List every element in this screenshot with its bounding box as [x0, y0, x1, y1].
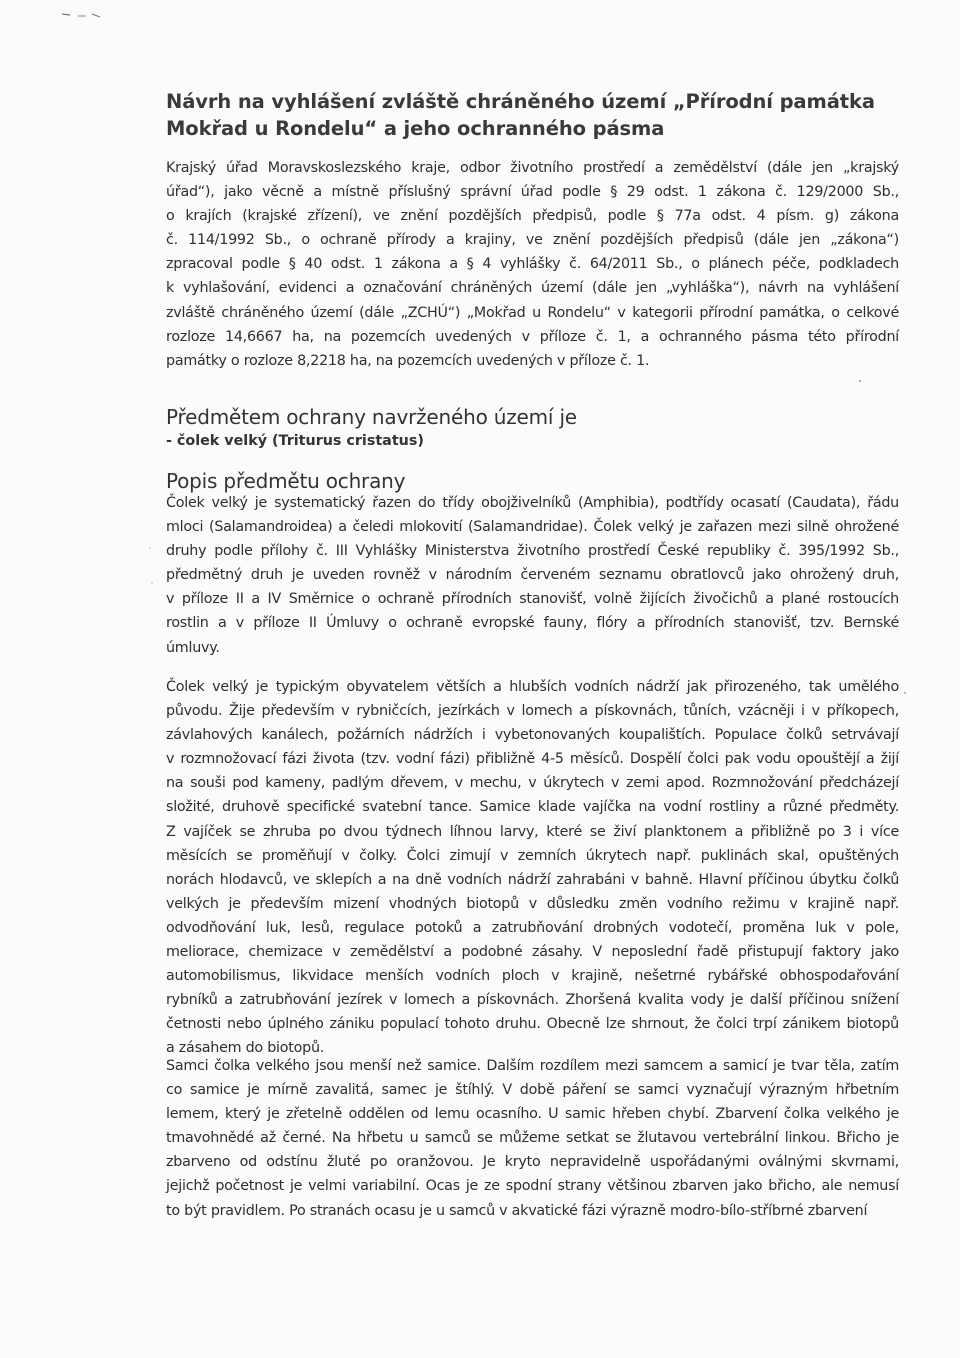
para2-line: původu. Žije především v rybničcích, jezírkách v lomech a pískovnách, tůních, vzácněji i v příkopech, [166, 703, 899, 720]
intro-line: o krajích (krajské zřízení), ve znění pozdějších předpisů, podle § 77a odst. 4 písm. g) zákona [166, 208, 899, 225]
para1-line: mloci (Salamandroidea) a čeledi mlokovití (Salamandridae). Čolek velký je zařazen mezi silně ohrožené [166, 519, 899, 536]
para3-line: co samice je mírně zavalitá, samec je štíhlý. V době páření se samci vyznačují výrazným hřbetním [166, 1082, 899, 1099]
para3-line: jejichž početnost je velmi variabilní. Ocas je ze spodní strany většinou zbarven jako břicho, ale nemusí [166, 1178, 899, 1195]
intro-paragraph [166, 156, 899, 373]
para2-line: automobilismus, likvidace menších vodních ploch v krajině, nešetrné rybářské obhospodařování [166, 968, 899, 985]
document-title [166, 88, 906, 142]
para2-line: Čolek velký je typickým obyvatelem větších a hlubších vodních nádrží jak přirozeného, tak umělého [166, 679, 899, 695]
para2-line: v rozmnožovací fázi života (tzv. vodní fázi) přibližně 4-5 měsíců. Dospělí čolci pak vodu opouštějí a žijí [166, 751, 899, 768]
para2-line: a zásahem do biotopů. [166, 1040, 325, 1057]
intro-line: zvláště chráněného území (dále „ZCHÚ“) „Mokřad u Rondelu“ v kategorii přírodní památka, o celkové [166, 304, 899, 321]
para2-line: závlahových kanálech, požárních nádržích i vybetonovaných koupalištích. Populace čolků setrvávají [166, 727, 899, 744]
intro-line: zpracoval podle § 40 odst. 1 zákona a § 4 vyhlášky č. 64/2011 Sb., o plánech péče, podkladech [166, 256, 899, 273]
title-line-2: Mokřad u Rondelu“ a jeho ochranného pásma [166, 117, 665, 140]
intro-line: památky o rozloze 8,2218 ha, na pozemcích uvedených v příloze č. 1. [166, 352, 650, 369]
para3-line: to být pravidlem. Po stranách ocasu je u samců v akvatické fázi výrazně modro-bílo-stříbrné zbarvení [166, 1202, 868, 1219]
para2-line: meliorace, chemizace v zemědělství a podobné zásahy. V neposlední řadě přistupují faktory jako [166, 944, 899, 961]
para1-line: v příloze II a IV Směrnice o ochraně přírodních stanovišť, volně žijících živočichů a plané rostoucích [166, 591, 899, 608]
para2-line: na souši pod kameny, padlým dřevem, v mechu, v úkrytech v zemi apod. Rozmnožování předcházejí [166, 775, 899, 792]
description-paragraph-2 [166, 675, 899, 1061]
intro-line: úřad“), jako věcně a místně příslušný správní úřad podle § 29 odst. 1 zákona č. 129/2000 Sb., [166, 184, 899, 201]
para2-line: velkých je především mizení vhodných biotopů v důsledku změn vodního režimu v krajině např. [166, 895, 899, 912]
para1-line: Čolek velký je systematický řazen do třídy obojživelníků (Amphibia), podtřídy ocasatí (Caudata), řádu [166, 495, 899, 511]
description-paragraph-1 [166, 491, 899, 660]
para2-line: měsících se proměňují v čolky. Čolci zimují v zemních úkrytech např. puklinách skal, opuštěných [166, 847, 899, 864]
intro-line: rozloze 14,6667 ha, na pozemcích uvedených v příloze č. 1, a ochranného pásma této přírodní [166, 328, 899, 345]
para2-line: rybníků a zatrubňování jezírek v lomech a pískovnách. Zhoršená kvalita vody je další příčinou snížení [166, 992, 899, 1009]
para3-line: lemem, který je zřetelně oddělen od lemu ocasního. U samic hřeben chybí. Zbarvení čolka velkého je [166, 1106, 899, 1123]
para1-line: druhy podle přílohy č. III Vyhlášky Ministerstva životního prostředí České republiky č. 395/1992 Sb., [166, 543, 899, 560]
intro-line: č. 114/1992 Sb., o ochraně přírody a krajiny, ve znění pozdějších předpisů (dále jen „zákona“) [166, 232, 899, 249]
para3-line: zbarveno od odstínu žluté po oranžovou. Je kryto nepravidelně uspořádanými oválnými skvrnami, [166, 1154, 899, 1171]
description-paragraph-3 [166, 1054, 899, 1223]
title-line-1: Návrh na vyhlášení zvláště chráněného území „Přírodní památka [166, 90, 875, 113]
para1-line: rostlin a v příloze II Úmluvy o ochraně evropské fauny, flóry a přírodních stanovišť, tzv. Bernské [166, 615, 899, 632]
intro-line: Krajský úřad Moravskoslezského kraje, odbor životního prostředí a zemědělství (dále jen „krajský [166, 160, 899, 176]
para2-line: norách hlodavců, ve sklepích a na dně vodních nádrží zahrabáni v bahně. Hlavní příčinou úbytku čolků [166, 871, 899, 888]
para2-line: složité, druhově specifické svatební tance. Samice klade vajíčka na vodní rostliny a různé předměty. [166, 799, 899, 816]
para1-line: úmluvy. [166, 639, 220, 656]
para2-line: Z vajíček se zhruba po dvou týdnech líhnou larvy, které se živí planktonem a přibližně po 3 i více [166, 823, 899, 840]
intro-line: k vyhlašování, evidenci a označování chráněných území (dále jen „vyhláška“), návrh na vyhlášení [166, 280, 899, 297]
subject-heading: Předmětem ochrany navrženého území je [166, 405, 577, 429]
para3-line: Samci čolka velkého jsou menší než samice. Dalším rozdílem mezi samcem a samicí je tvar těla, zatím [166, 1058, 899, 1074]
description-heading: Popis předmětu ochrany [166, 469, 406, 493]
para2-line: odvodňování luk, lesů, regulace potoků a zatrubňování drobných vodotečí, proměna luk v pole, [166, 919, 899, 936]
para3-line: tmavohnědé až černé. Na hřbetu u samců se můžeme setkat se žlutavou vertebrální linkou. Břicho je [166, 1130, 899, 1147]
subject-item: - čolek velký (Triturus cristatus) [166, 433, 424, 449]
para2-line: četnosti nebo úplného zániku populací tohoto druhu. Obecně lze shrnout, že čolci trpí zánikem biotopů [166, 1016, 899, 1033]
para1-line: předmětný druh je uveden rovněž v národním červeném seznamu obratlovců jako ohrožený druh, [166, 567, 899, 584]
